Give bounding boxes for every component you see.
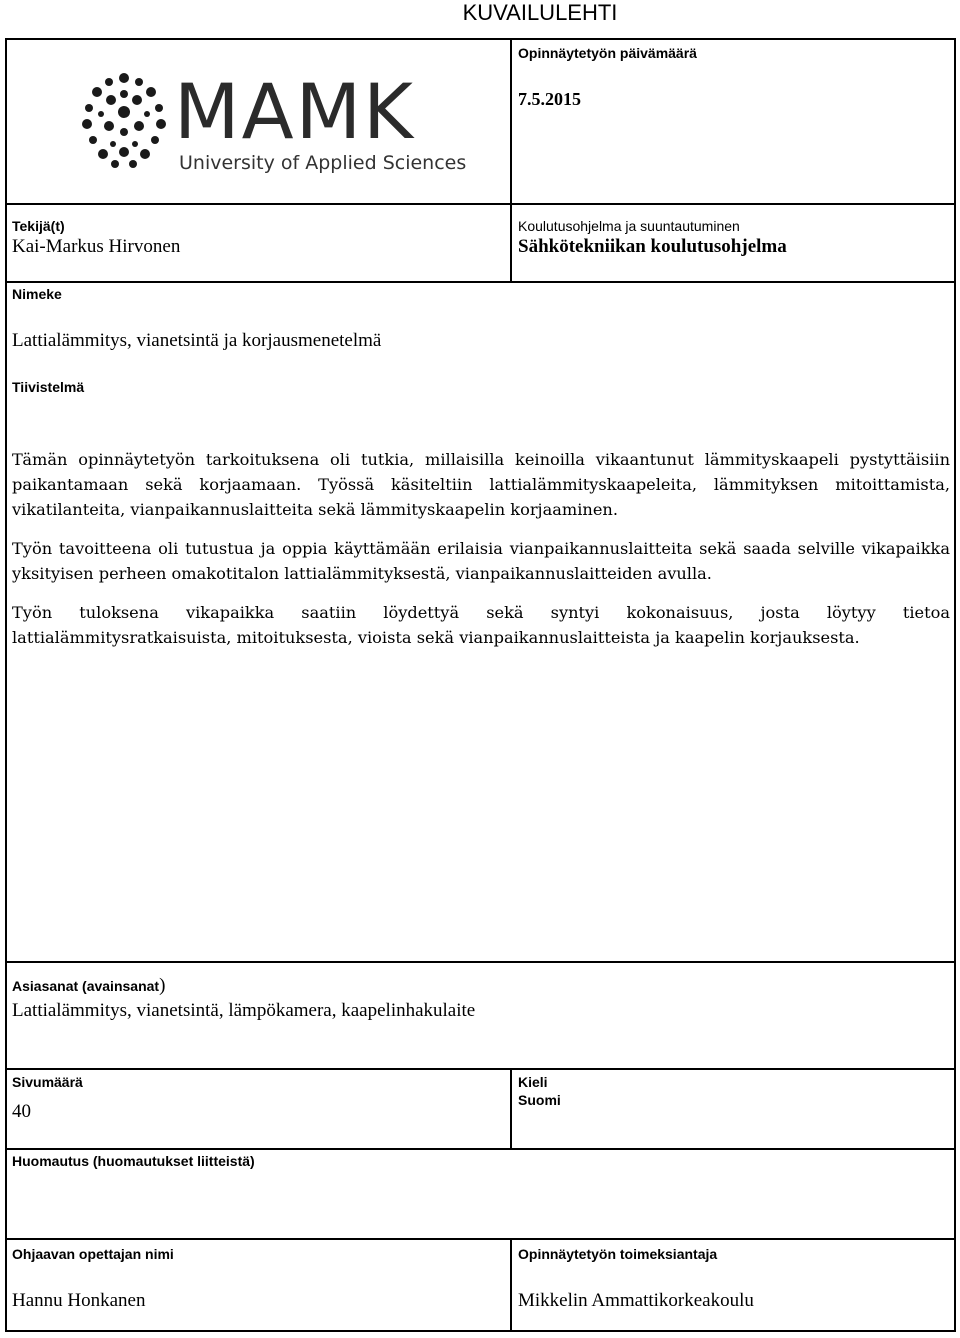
date-value: 7.5.2015 <box>518 89 581 109</box>
abstract-body <box>12 447 950 664</box>
supervisor-label: Ohjaavan opettajan nimi <box>12 1246 174 1262</box>
pages-label: Sivumäärä <box>12 1074 83 1090</box>
divider-vertical-top <box>510 40 512 283</box>
divider-h4 <box>7 1068 954 1070</box>
divider-vertical-bottom <box>510 1238 512 1332</box>
form-frame <box>5 38 956 1332</box>
pages-value: 40 <box>12 1101 31 1122</box>
mamk-logo <box>79 67 467 180</box>
language-label: Kieli <box>518 1074 548 1090</box>
logo-wordmark: MAMK <box>174 67 415 156</box>
commissioner-label: Opinnäytetyön toimeksiantaja <box>518 1246 718 1262</box>
date-label: Opinnäytetyön päivämäärä <box>518 45 697 61</box>
abstract-label: Tiivistelmä <box>12 379 85 395</box>
divider-vertical-pages <box>510 1068 512 1150</box>
abstract-paragraph-1: Tämän opinnäytetyön tarkoituksena oli tutkia, millaisilla keinoilla vikaantunut lämmityskaapeli pystyttäisiin paikantamaan sekä korjaamaan. Työssä käsiteltiin lattialämmityskaapeleita, lämmityksen mitoittamista, vikatilanteita, vianpaikannuslaitteita sekä lämmityskaapelin korjaaminen. <box>12 450 950 519</box>
keywords-label: Asiasanat (avainsanat) <box>12 975 166 996</box>
divider-h3 <box>7 961 954 963</box>
divider-h5 <box>7 1148 954 1150</box>
keywords-value: Lattialämmitys, vianetsintä, lämpökamera, kaapelinhakulaite <box>12 1000 476 1021</box>
author-value: Kai-Markus Hirvonen <box>12 236 181 257</box>
abstract-paragraph-3: Työn tuloksena vikapaikka saatiin löydettyä sekä syntyi kokonaisuus, josta löytyy tietoa lattialämmitysratkaisuista, mitoituksesta, vioista sekä vianpaikannuslaitteista ja kaapelin korjauksesta. <box>12 603 950 647</box>
name-value: Lattialämmitys, vianetsintä ja korjausmenetelmä <box>12 330 382 351</box>
divider-h2 <box>7 281 954 283</box>
divider-h1 <box>7 203 954 205</box>
supervisor-value: Hannu Honkanen <box>12 1290 146 1311</box>
dot-cluster-icon <box>79 70 169 170</box>
divider-h6 <box>7 1238 954 1240</box>
program-value: Sähkötekniikan koulutusohjelma <box>518 236 787 257</box>
language-value: Suomi <box>518 1092 561 1108</box>
name-label: Nimeke <box>12 286 62 302</box>
logo-subtitle: University of Applied Sciences <box>179 152 467 174</box>
document-title: KUVAILULEHTI <box>462 0 618 25</box>
notes-label: Huomautus (huomautukset liitteistä) <box>12 1153 255 1169</box>
commissioner-value: Mikkelin Ammattikorkeakoulu <box>518 1290 754 1311</box>
program-label: Koulutusohjelma ja suuntautuminen <box>518 218 740 234</box>
abstract-paragraph-2: Työn tavoitteena oli tutustua ja oppia käyttämään erilaisia vianpaikannuslaitteita sekä saada selville vikapaikka yksityisen perheen omakotitalon lattialämmityksestä, vianpaikannuslaitteiden avulla. <box>12 539 950 583</box>
author-label: Tekijä(t) <box>12 218 65 234</box>
